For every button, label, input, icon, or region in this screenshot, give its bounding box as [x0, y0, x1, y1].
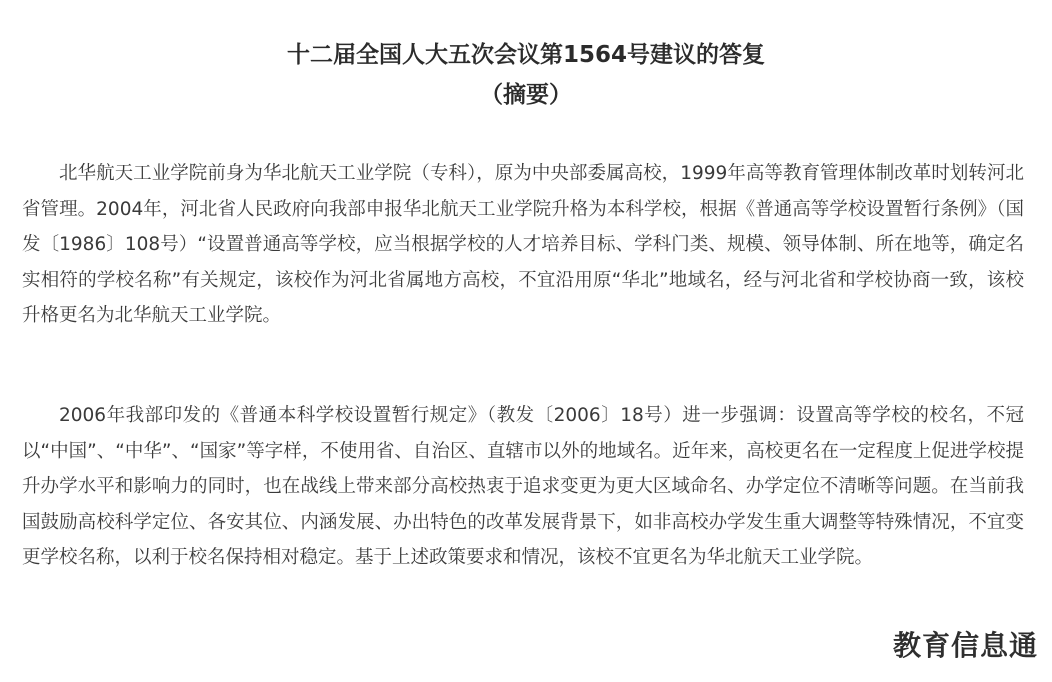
- document-title: 十二届全国人大五次会议第1564号建议的答复: [286, 42, 765, 68]
- paragraph-1: 北华航天工业学院前身为华北航天工业学院（专科），原为中央部委属高校，1999年高等教育管理体制改革时划转河北省管理。2004年，河北省人民政府向我部申报华北航天工业学院升格为本科学校，根据《普通高等学校设置暂行条例》（国发〔1986〕108号）“设置普通高等学校，应当根据学校的人才培养目标、学科门类、规模、领导体制、所在地等，确定名实相符的学校名称”有关规定，该校作为河北省属地方高校，不宜沿用原“华北”地域名，经与河北省和学校协商一致，该校升格更名为北华航天工业学院。: [22, 163, 1024, 326]
- paragraph-2: 2006年我部印发的《普通本科学校设置暂行规定》（教发〔2006〕18号）进一步强调：设置高等学校的校名，不冠以“中国”、“中华”、“国家”等字样，不使用省、自治区、直辖市以外的地域名。近年来，高校更名在一定程度上促进学校提升办学水平和影响力的同时，也在战线上带来部分高校热衷于追求变更为更大区域命名、办学定位不清晰等问题。在当前我国鼓励高校科学定位、各安其位、内涵发展、办出特色的改革发展背景下，如非高校办学发生重大调整等特殊情况，不宜变更学校名称，以利于校名保持相对稳定。基于上述政策要求和情况，该校不宜更名为华北航天工业学院。: [22, 405, 1024, 568]
- watermark-label: 教育信息通: [892, 629, 1038, 662]
- document-subtitle: （摘要）: [480, 82, 572, 108]
